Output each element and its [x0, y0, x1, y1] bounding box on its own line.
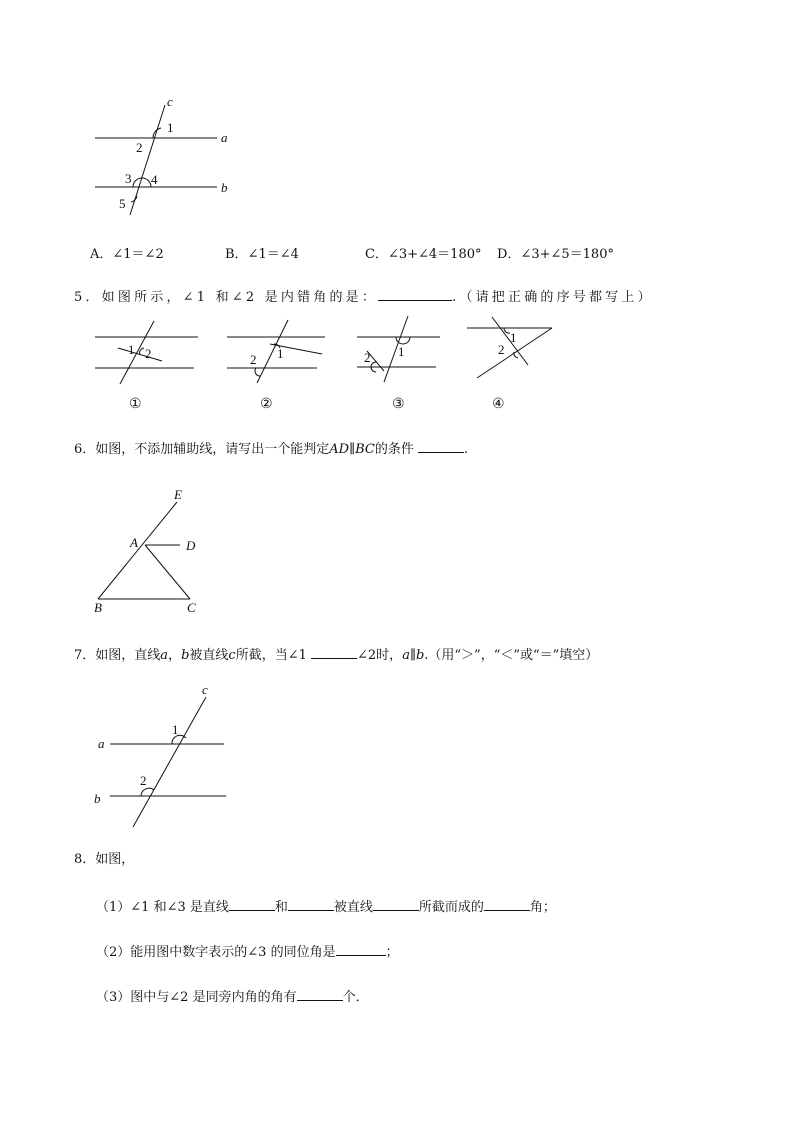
- q4-option-a: [90, 243, 164, 262]
- label-5: 5: [119, 196, 126, 211]
- svg-text:1: 1: [510, 330, 517, 345]
- label-4: 4: [151, 172, 158, 187]
- q6-math: AD∥BC: [329, 442, 375, 457]
- q8-blank-1[interactable]: [229, 897, 275, 911]
- svg-text:2: 2: [145, 346, 152, 361]
- svg-text:1: 1: [398, 344, 405, 359]
- q8-part-1: [96, 897, 556, 917]
- option-key: A．: [90, 247, 113, 262]
- q5-mark-2: ②: [260, 396, 273, 412]
- q7-text-b: 被直线: [189, 648, 229, 663]
- q6-answer-blank[interactable]: [418, 439, 464, 453]
- q8-part2-text-b: ；: [385, 945, 399, 960]
- q6-figure: [88, 486, 218, 616]
- label-B: B: [94, 600, 102, 615]
- q5-figure-4: [462, 314, 557, 384]
- q5-text-after: .（请把正确的序号都写上）: [452, 290, 654, 305]
- q8-blank-6[interactable]: [297, 987, 343, 1001]
- q8-part2-text-a: （2）能用图中数字表示的∠3 的同位角是: [96, 945, 336, 960]
- q4-figure: [85, 92, 245, 222]
- label-a: a: [221, 130, 228, 145]
- option-text: ∠3+∠5＝180°: [520, 247, 614, 262]
- q5-figure-1: [90, 318, 200, 388]
- label-1: 1: [167, 120, 174, 135]
- q7-text-d: ∠2时，: [357, 648, 403, 663]
- q5-mark-3: ③: [392, 396, 405, 412]
- option-text: ∠1＝∠4: [247, 247, 299, 262]
- q5-answer-blank[interactable]: [378, 287, 452, 301]
- q5-figure-2: [222, 318, 332, 388]
- q7-answer-blank[interactable]: [311, 645, 357, 659]
- option-key: B．: [225, 247, 248, 262]
- label-D: D: [186, 538, 196, 553]
- q6-end: .: [464, 442, 469, 457]
- q7-relation: a∥b: [402, 648, 425, 663]
- label-c: c: [167, 94, 173, 109]
- svg-text:2: 2: [250, 352, 257, 367]
- option-text: ∠3+∠4＝180°: [387, 247, 482, 262]
- label-b: b: [221, 180, 228, 195]
- q6-question: [74, 439, 468, 459]
- q8-question: [74, 851, 134, 869]
- q7-text-a: 如图，直线: [95, 648, 161, 663]
- q8-part1-text-c: 被直线: [333, 900, 373, 915]
- option-text: ∠1＝∠2: [112, 247, 164, 262]
- label-A: A: [130, 535, 138, 550]
- q8-part-2: [96, 942, 399, 962]
- q7-var-b: b: [181, 648, 190, 663]
- q6-number: 6．: [74, 442, 96, 457]
- label-C: C: [187, 600, 196, 615]
- label-c: c: [202, 682, 208, 697]
- q8-part3-text-a: （3）图中与∠2 是同旁内角的角有: [96, 990, 297, 1005]
- q8-part1-text-b: 和: [274, 900, 288, 915]
- line-c: [130, 105, 165, 215]
- angle-34-arc: [133, 178, 151, 187]
- q7-var-c: c: [228, 648, 236, 663]
- option-key: C．: [365, 247, 388, 262]
- q7-figure: [88, 680, 238, 830]
- q8-part1-text-a: （1）∠1 和∠3 是直线: [96, 900, 229, 915]
- q5-figure-3: [352, 314, 447, 384]
- q8-part3-text-b: 个．: [342, 990, 369, 1005]
- q7-number: 7．: [74, 648, 96, 663]
- q7-text-e: .（用“＞”，“＜”或“＝”填空）: [424, 648, 599, 663]
- q5-mark-4: ④: [492, 396, 505, 412]
- label-2: 2: [136, 140, 143, 155]
- q5-mark-1: ①: [129, 396, 142, 412]
- label-3: 3: [125, 171, 132, 186]
- label-E: E: [174, 487, 182, 502]
- q4-option-b: [225, 243, 299, 262]
- q7-var-a: a: [160, 648, 169, 663]
- q7-question: [74, 645, 598, 665]
- q8-blank-2[interactable]: [288, 897, 334, 911]
- q8-part-3: [96, 987, 369, 1007]
- angle-1-arc: [153, 128, 161, 138]
- q8-blank-5[interactable]: [336, 942, 386, 956]
- q8-intro: 如图，: [95, 852, 135, 867]
- q4-option-c: [365, 243, 482, 262]
- q4-option-d: [497, 243, 614, 262]
- q5-number: 5．: [74, 290, 102, 305]
- option-key: D．: [497, 247, 521, 262]
- svg-text:1: 1: [277, 346, 284, 361]
- q8-blank-4[interactable]: [484, 897, 530, 911]
- svg-text:1: 1: [128, 342, 135, 357]
- q8-part1-text-e: 角；: [529, 900, 556, 915]
- q7-text-c: 所截，当∠1: [235, 648, 307, 663]
- q8-blank-3[interactable]: [373, 897, 419, 911]
- q8-part1-text-d: 所截而成的: [418, 900, 484, 915]
- q5-text: 如图所示，∠1 和∠2 是内错角的是：: [101, 290, 379, 305]
- svg-text:2: 2: [364, 350, 371, 365]
- q7-comma: ，: [168, 648, 182, 663]
- svg-text:2: 2: [498, 342, 505, 357]
- q5-question: [74, 287, 654, 307]
- q6-text-after: 的条件: [374, 442, 414, 457]
- label-b: b: [94, 791, 101, 806]
- q8-number: 8．: [74, 852, 96, 867]
- label-1: 1: [172, 722, 179, 737]
- label-a: a: [98, 736, 105, 751]
- q6-text: 如图，不添加辅助线，请写出一个能判定: [95, 442, 330, 457]
- label-2: 2: [140, 773, 147, 788]
